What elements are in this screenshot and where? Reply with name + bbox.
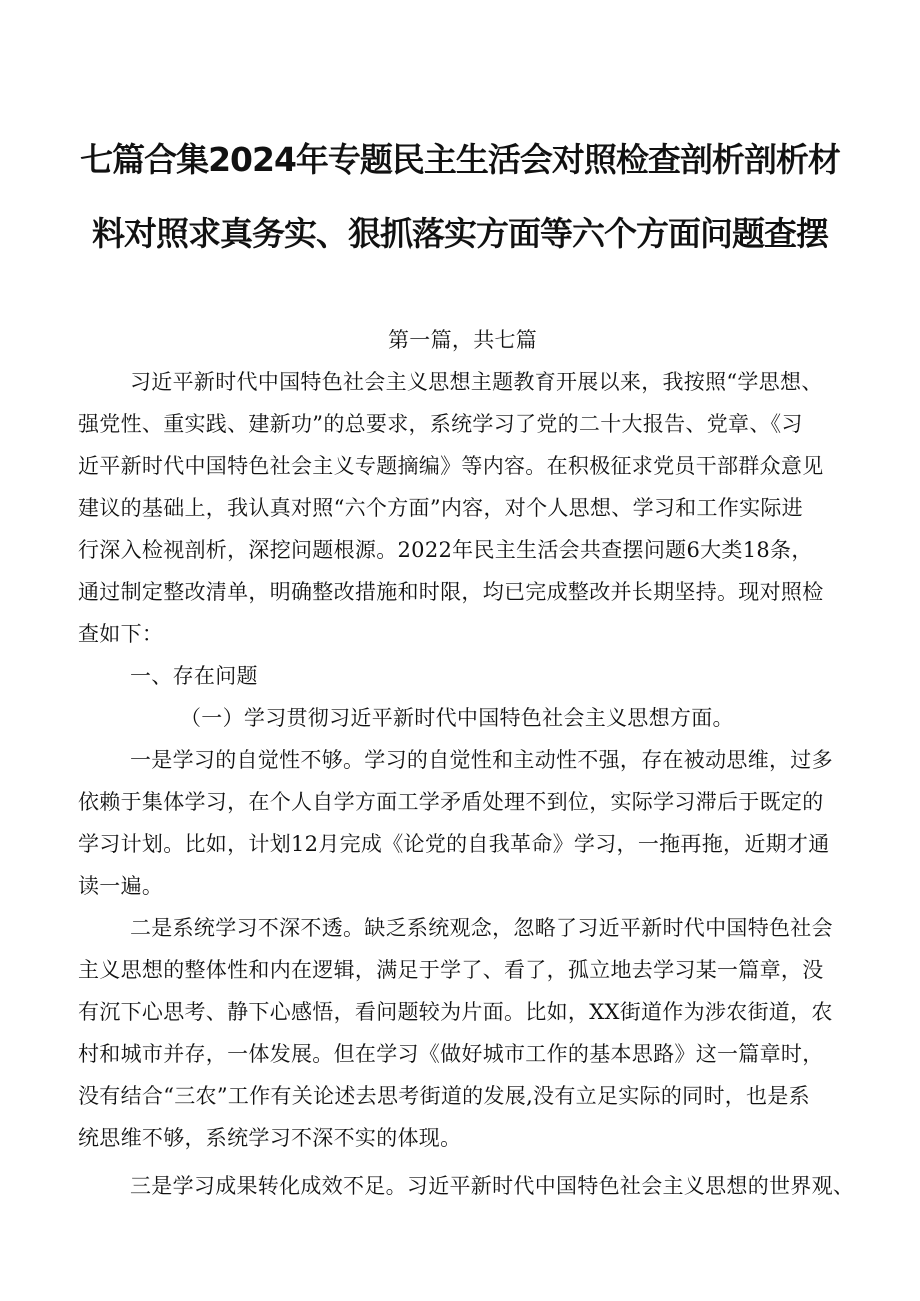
document-title-line-2: 料对照求真务实、狠抓落实方面等六个方面问题查摆 xyxy=(92,214,828,253)
paragraph-line: 依赖于集体学习，在个人自学方面工学矛盾处理不到位，实际学习滞后于既定的 xyxy=(78,790,824,814)
subheading: （一）学习贯彻习近平新时代中国特色社会主义思想方面。 xyxy=(180,706,734,730)
section-heading: 第一篇，共七篇 xyxy=(388,328,538,352)
paragraph-line: 一是学习的自觉性不够。学习的自觉性和主动性不强，存在被动思维，过多 xyxy=(130,748,833,772)
paragraph-line: 没有结合“三农”工作有关论述去思考街道的发展,没有立足实际的同时，也是系 xyxy=(78,1084,810,1108)
paragraph-line: 建议的基础上，我认真对照“六个方面”内容，对个人思想、学习和工作实际进 xyxy=(78,496,803,520)
paragraph-line: 近平新时代中国特色社会主义专题摘编》等内容。在积极征求党员干部群众意见 xyxy=(78,454,824,478)
paragraph-line: 查如下： xyxy=(78,622,164,646)
subheading: 一、存在问题 xyxy=(130,664,258,688)
paragraph-line: 二是系统学习不深不透。缺乏系统观念，忽略了习近平新时代中国特色社会 xyxy=(130,916,833,940)
paragraph-line: 读一遍。 xyxy=(78,874,164,898)
paragraph-line: 村和城市并存，一体发展。但在学习《做好城市工作的基本思路》这一篇章时， xyxy=(78,1042,824,1066)
paragraph-line: 有沉下心思考、静下心感悟，看问题较为片面。比如，XX街道作为涉农街道，农 xyxy=(78,1000,833,1024)
paragraph-line: 行深入检视剖析，深挖问题根源。2022年民主生活会共查摆问题6大类18条， xyxy=(78,538,813,562)
document-title-line-1: 七篇合集2024年专题民主生活会对照检查剖析剖析材 xyxy=(80,140,840,179)
paragraph-line: 习近平新时代中国特色社会主义思想主题教育开展以来，我按照“学思想、 xyxy=(130,370,823,394)
paragraph-line: 主义思想的整体性和内在逻辑，满足于学了、看了，孤立地去学习某一篇章，没 xyxy=(78,958,824,982)
paragraph-line: 统思维不够，系统学习不深不实的体现。 xyxy=(78,1126,462,1150)
paragraph-line: 学习计划。比如，计划12月完成《论党的自我革命》学习，一拖再拖，近期才通 xyxy=(78,832,830,856)
paragraph-line: 三是学习成果转化成效不足。习近平新时代中国特色社会主义思想的世界观、 xyxy=(130,1174,855,1198)
paragraph-line: 强党性、重实践、建新功”的总要求，系统学习了党的二十大报告、党章、《习 xyxy=(78,412,803,436)
paragraph-line: 通过制定整改清单，明确整改措施和时限，均已完成整改并长期坚持。现对照检 xyxy=(78,580,824,604)
